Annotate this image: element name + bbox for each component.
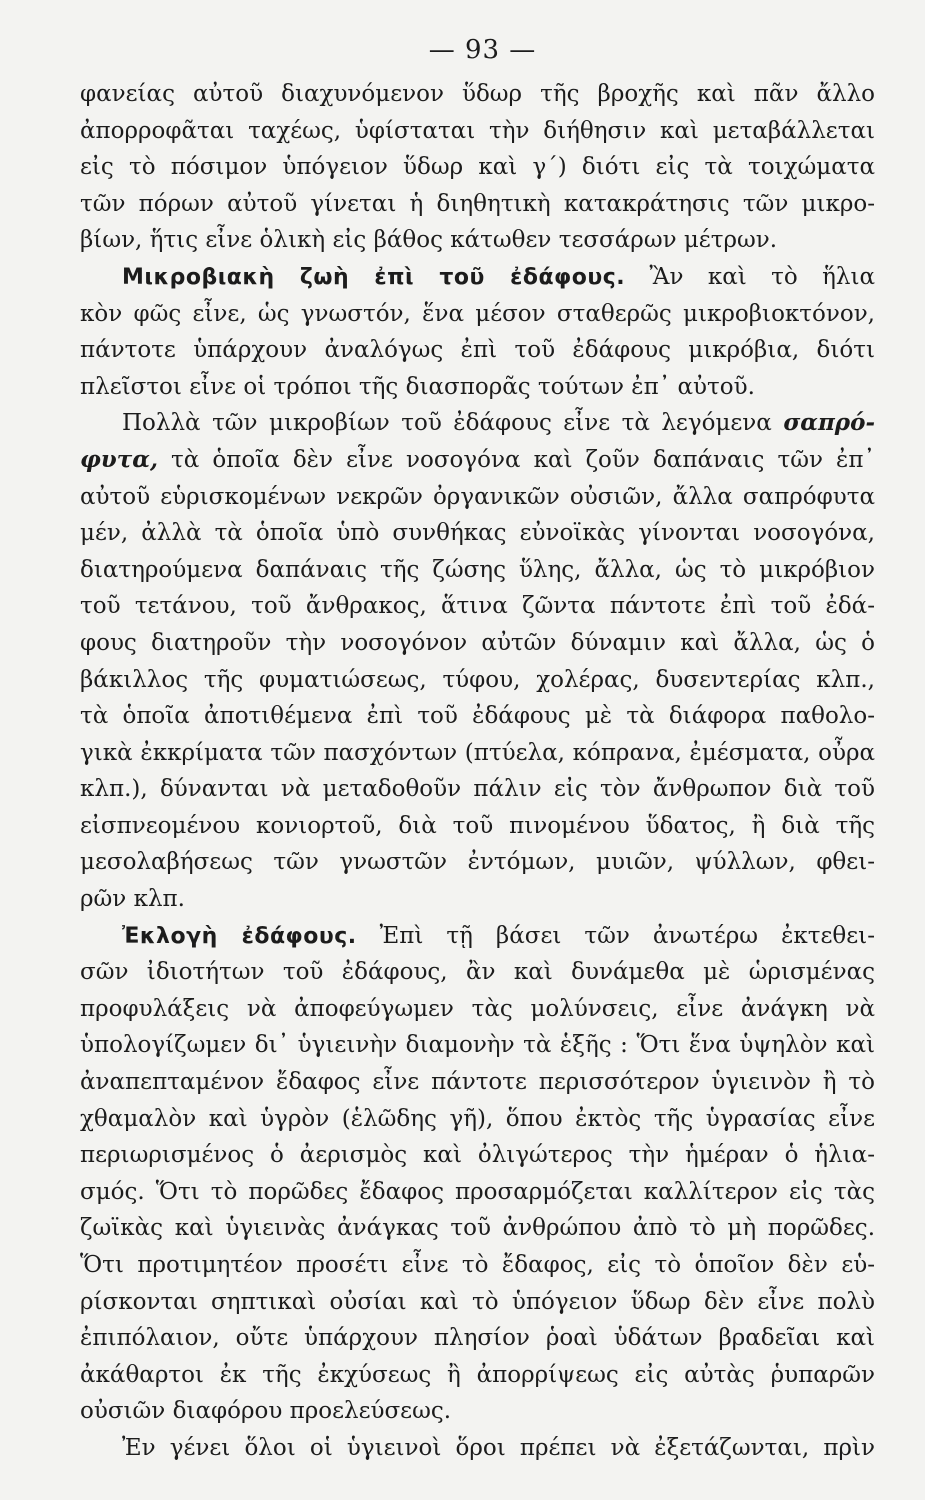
- line-text: ἀπορροφᾶται ταχέως, ὑφίσταται τὴν διήθησιν καὶ μεταβάλλεται: [80, 117, 875, 144]
- line-text: μέν, ἀλλὰ τὰ ὁποῖα ὑπὸ συνθήκας εὐνοϊκὰς γίνονται νοσογόνα,: [80, 520, 875, 547]
- text-line: [80, 552, 875, 589]
- text-line: [80, 881, 875, 918]
- line-text: Ἐπὶ τῇ βάσει τῶν ἀνωτέρω ἐκτεθει-: [356, 922, 875, 949]
- text-line: [80, 332, 875, 369]
- line-text: σμός. Ὅτι τὸ πορῶδες ἔδαφος προσαρμόζεται καλλίτερον εἰς τὰς: [80, 1178, 875, 1205]
- text-line: [80, 1357, 875, 1394]
- line-text: Ἐν γένει ὅλοι οἱ ὑγιεινοὶ ὅροι πρέπει νὰ ἐξετάζωνται, πρὶν: [122, 1434, 875, 1461]
- line-text: κὸν φῶς εἶνε, ὡς γνωστόν, ἕνα μέσον σταθερῶς μικροβιοκτόνον,: [80, 300, 875, 327]
- text-line: [80, 808, 875, 845]
- text-line: [80, 1174, 875, 1211]
- text-line: [80, 1064, 875, 1101]
- text-line: [80, 222, 875, 259]
- line-text: ρίσκονται σηπτικαὶ οὐσίαι καὶ τὸ ὑπόγειον ὕδωρ δὲν εἶνε πολὺ: [80, 1288, 875, 1315]
- line-text: εἰς τὸ πόσιμον ὑπόγειον ὕδωρ καὶ γ΄) διότι εἰς τὰ τοιχώματα: [80, 154, 875, 181]
- text-line: [80, 771, 875, 808]
- text-line: [80, 954, 875, 991]
- line-text: οὐσιῶν διαφόρου προελεύσεως.: [80, 1398, 452, 1425]
- line-text: φανείας αὐτοῦ διαχυνόμενον ὕδωρ τῆς βροχῆς καὶ πᾶν ἄλλο: [80, 81, 875, 107]
- line-text: πλεῖστοι εἶνε οἱ τρόποι τῆς διασπορᾶς τούτων ἐπ᾿ αὐτοῦ.: [80, 373, 755, 400]
- emphasized-term: σαπρό-: [783, 409, 875, 437]
- line-text: ἐπιπόλαιον, οὔτε ὑπάρχουν πλησίον ῥοαὶ ὑδάτων βραδεῖαι καὶ: [80, 1325, 875, 1352]
- text-line: [80, 844, 875, 881]
- text-line: [80, 1247, 875, 1284]
- line-text: εἰσπνεομένου κονιορτοῦ, διὰ τοῦ πινομένου ὕδατος, ἢ διὰ τῆς: [80, 812, 875, 839]
- line-text: ὑπολογίζωμεν δι᾿ ὑγιεινὴν διαμονὴν τὰ ἑξῆς : Ὅτι ἕνα ὑψηλὸν καὶ: [80, 1032, 875, 1059]
- line-text: πάντοτε ὑπάρχουν ἀναλόγως ἐπὶ τοῦ ἐδάφους μικρόβια, διότι: [80, 337, 875, 364]
- line-text: σῶν ἰδιοτήτων τοῦ ἐδάφους, ἂν καὶ δυνάμεθα μὲ ὡρισμένας: [80, 959, 875, 986]
- section-heading: Μικροβιακὴ ζωὴ ἐπὶ τοῦ ἐδάφους.: [122, 264, 626, 290]
- line-text: χθαμαλὸν καὶ ὑγρὸν (ἑλῶδης γῆ), ὅπου ἐκτὸς τῆς ὑγρασίας εἶνε: [80, 1105, 875, 1132]
- line-text: μεσολαβήσεως τῶν γνωστῶν ἐντόμων, μυιῶν, ψύλλων, φθει-: [80, 849, 875, 876]
- text-line: [80, 735, 875, 772]
- line-text: διατηρούμενα δαπάναις τῆς ζώσης ὕλης, ἄλλα, ὡς τὸ μικρόβιον: [80, 556, 875, 583]
- text-line: [80, 113, 875, 150]
- line-text: ἀναπεπταμένον ἔδαφος εἶνε πάντοτε περισσότερον ὑγιεινὸν ἢ τὸ: [80, 1069, 875, 1096]
- text-line: [80, 991, 875, 1028]
- line-text: τὰ ὁποῖα ἀποτιθέμενα ἐπὶ τοῦ ἐδάφους μὲ τὰ διάφορα παθολο-: [80, 703, 875, 730]
- text-line: [80, 918, 875, 955]
- line-text: προφυλάξεις νὰ ἀποφεύγωμεν τὰς μολύνσεις, εἶνε ἀνάγκη νὰ: [80, 995, 875, 1022]
- line-text: βάκιλλος τῆς φυματιώσεως, τύφου, χολέρας, δυσεντερίας κλπ.,: [80, 666, 875, 693]
- line-text: τῶν πόρων αὐτοῦ γίνεται ἡ διηθητικὴ κατακράτησις τῶν μικρο-: [80, 190, 875, 217]
- line-text: ἀκάθαρτοι ἐκ τῆς ἐκχύσεως ἢ ἀπορρίψεως εἰς αὐτὰς ῥυπαρῶν: [80, 1361, 875, 1388]
- text-line: [80, 1027, 875, 1064]
- line-text: ρῶν κλπ.: [80, 886, 185, 913]
- line-text: φους διατηροῦν τὴν νοσογόνον αὐτῶν δύναμιν καὶ ἄλλα, ὡς ὁ: [80, 629, 875, 656]
- text-line: [80, 149, 875, 186]
- text-line: [80, 1137, 875, 1174]
- line-text: γικὰ ἐκκρίματα τῶν πασχόντων (πτύελα, κόπρανα, ἐμέσματα, οὖρα: [80, 739, 875, 766]
- emphasized-term: φυτα,: [80, 445, 158, 473]
- text-line: [80, 1320, 875, 1357]
- text-line: [80, 259, 875, 296]
- page-number: — 93 —: [428, 35, 537, 65]
- text-line: [80, 369, 875, 406]
- text-line: [80, 698, 875, 735]
- line-text: Πολλὰ τῶν μικροβίων τοῦ ἐδάφους εἶνε τὰ λεγόμενα: [122, 410, 784, 437]
- text-line: [80, 1101, 875, 1138]
- text-line: [80, 296, 875, 333]
- section-heading: Ἐκλογὴ ἐδάφους.: [122, 923, 357, 949]
- line-text: ζωϊκὰς καὶ ὑγιεινὰς ἀνάγκας τοῦ ἀνθρώπου ἀπὸ τὸ μὴ πορῶδες.: [80, 1215, 875, 1242]
- body-text: [80, 76, 875, 1467]
- text-line: [80, 515, 875, 552]
- text-line: [80, 1284, 875, 1321]
- text-line: [80, 442, 875, 479]
- line-text: κλπ.), δύνανται νὰ μεταδοθοῦν πάλιν εἰς τὸν ἄνθρωπον διὰ τοῦ: [80, 776, 875, 803]
- line-text: περιωρισμένος ὁ ἀερισμὸς καὶ ὀλιγώτερος τὴν ἡμέραν ὁ ἡλια-: [80, 1142, 875, 1169]
- text-line: [80, 588, 875, 625]
- text-line: [80, 405, 875, 442]
- text-line: [80, 479, 875, 516]
- line-text: τοῦ τετάνου, τοῦ ἄνθρακος, ἅτινα ζῶντα πάντοτε ἐπὶ τοῦ ἐδά-: [80, 593, 875, 620]
- text-line: [80, 625, 875, 662]
- line-text: τὰ ὁποῖα δὲν εἶνε νοσογόνα καὶ ζοῦν δαπάναις τῶν ἐπ᾿: [157, 446, 875, 473]
- line-text: αὐτοῦ εὑρισκομένων νεκρῶν ὀργανικῶν οὐσιῶν, ἄλλα σαπρόφυτα: [80, 483, 875, 510]
- text-line: [80, 1430, 875, 1467]
- text-line: [80, 76, 875, 113]
- text-line: [80, 662, 875, 699]
- line-text: βίων, ἥτις εἶνε ὁλικὴ εἰς βάθος κάτωθεν τεσσάρων μέτρων.: [80, 227, 778, 254]
- line-text: Ὅτι προτιμητέον προσέτι εἶνε τὸ ἔδαφος, εἰς τὸ ὁποῖον δὲν εὑ-: [80, 1252, 875, 1278]
- text-line: [80, 186, 875, 223]
- text-line: [80, 1393, 875, 1430]
- line-text: Ἂν καὶ τὸ ἥλια: [625, 263, 875, 290]
- text-line: [80, 1210, 875, 1247]
